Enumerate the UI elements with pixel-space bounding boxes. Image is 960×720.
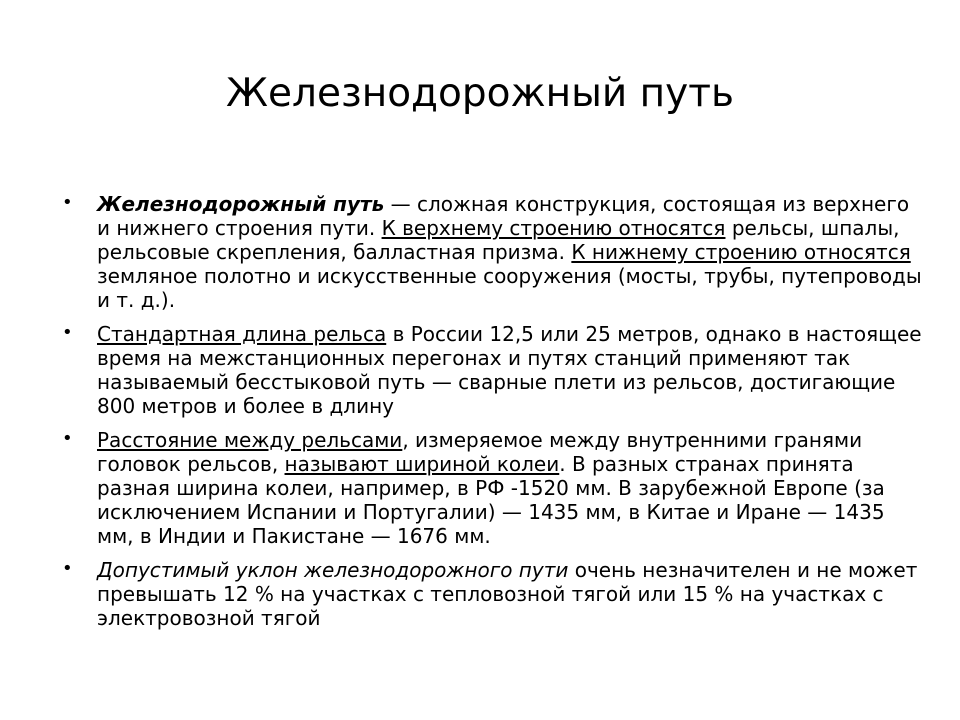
- rail-length-link: Стандартная длина рельса: [97, 322, 387, 346]
- bullet-item: [62, 558, 922, 630]
- bullet-text: земляное полотно и искусственные сооружения (мосты, трубы, путепроводы и т. д.).: [97, 264, 922, 312]
- bullet-text: . В разных странах принята разная ширина колеи, например, в РФ -1520 мм. В зарубежной Европе (за исключением Испании и Португалии) — 1435 мм, в Китае и Иране — 1435 мм, в Индии и Пакистане — 1676 мм.: [97, 452, 885, 548]
- bullet-dot-icon: •: [62, 558, 73, 579]
- bullet-item: [62, 192, 922, 312]
- bullet-item: [62, 322, 922, 418]
- term-railway-track: Железнодорожный путь: [97, 192, 385, 216]
- bullet-dot-icon: •: [62, 428, 73, 449]
- bullet-text: очень незначителен и не может превышать 12 % на участках с тепловозной тягой или 15 % на участках с электровозной тягой: [97, 558, 918, 630]
- slide-title: Железнодорожный путь: [226, 71, 734, 116]
- bullet-text: , измеряемое между внутренними гранями головок рельсов,: [97, 428, 863, 476]
- bullet-text: в России 12,5 или 25 метров, однако в настоящее время на межстанционных перегонах и путях станций применяют так называемый бесстыковой путь — сварные плети из рельсов, достигающие 800 метров и более в длину: [97, 322, 922, 418]
- track-gauge-link: называют шириной колеи: [284, 452, 560, 476]
- bullet-list: [62, 192, 922, 640]
- upper-structure-link: К верхнему строению относятся: [381, 216, 726, 240]
- bullet-item: [62, 428, 922, 548]
- bullet-text: рельсы, шпалы, рельсовые скрепления, балластная призма.: [97, 216, 900, 264]
- lower-structure-link: К нижнему строению относятся: [571, 240, 911, 264]
- rail-distance-link: Расстояние между рельсами: [97, 428, 403, 452]
- term-allowed-gradient: Допустимый уклон железнодорожного пути: [97, 558, 569, 582]
- bullet-dot-icon: •: [62, 322, 73, 343]
- bullet-text: — сложная конструкция, состоящая из верхнего и нижнего строения пути.: [97, 192, 910, 240]
- bullet-dot-icon: •: [62, 192, 73, 213]
